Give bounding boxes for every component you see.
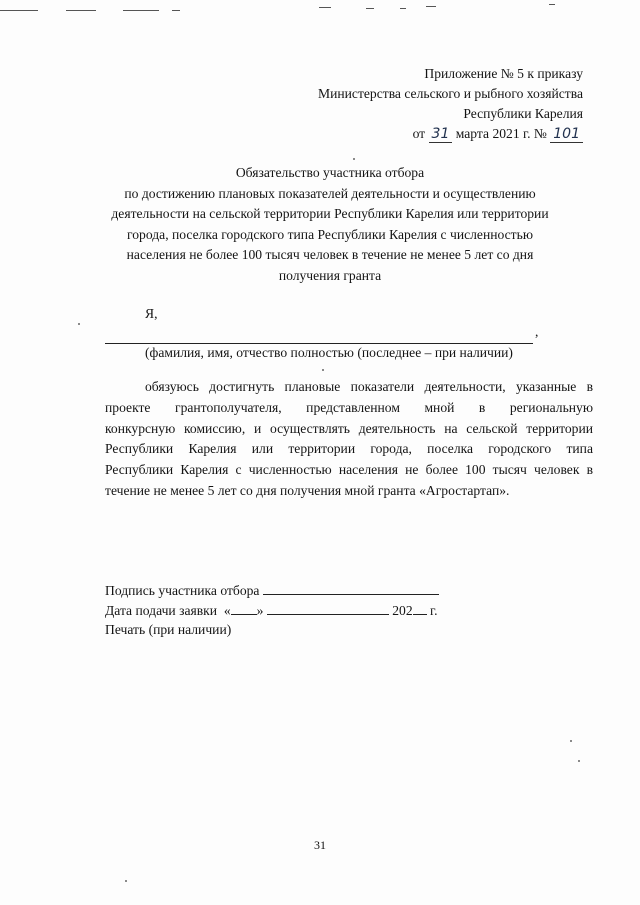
title-line: города, поселка городского типа Республики Карелия с численностью bbox=[127, 226, 533, 242]
handwritten-order-number: 101 bbox=[550, 127, 583, 143]
date-open-quote: « bbox=[223, 602, 231, 618]
scan-artifact bbox=[549, 4, 555, 5]
date-prefix: от bbox=[412, 126, 426, 141]
day-field[interactable] bbox=[231, 602, 257, 615]
scan-speck bbox=[78, 323, 80, 325]
signature-field[interactable] bbox=[263, 582, 439, 595]
stamp-label: Печать (при наличии) bbox=[105, 622, 232, 637]
scan-artifact bbox=[319, 7, 331, 8]
signature-row bbox=[105, 581, 439, 601]
full-name-hint: (фамилия, имя, отчество полностью (последнее – при наличии) bbox=[145, 345, 513, 360]
title-line: населения не более 100 тысяч человек в течение не менее 5 лет со дня bbox=[126, 247, 534, 263]
scan-artifact bbox=[400, 8, 406, 9]
scan-artifact bbox=[366, 8, 374, 9]
appendix-line-3: Республики Карелия bbox=[463, 106, 583, 121]
scan-speck bbox=[125, 880, 127, 882]
full-name-field[interactable] bbox=[105, 329, 533, 344]
paragraph-line: течение не менее 5 лет со дня получения мной гранта «Агростартап». bbox=[105, 482, 510, 498]
title-line: получения гранта bbox=[278, 267, 382, 283]
title-line: деятельности на сельской территории Республики Карелия или территории bbox=[111, 206, 549, 222]
paragraph-line: Республики Карелия или территории города, поселка городского типа bbox=[105, 441, 593, 457]
document-title bbox=[90, 163, 570, 287]
signature-label: Подпись участника отбора bbox=[105, 583, 260, 598]
declarant-pronoun: Я, bbox=[145, 306, 158, 321]
date-row bbox=[105, 601, 439, 621]
paragraph-line: проекте грантополучателя, представленном мной в региональную bbox=[105, 399, 593, 415]
scan-artifact bbox=[123, 10, 159, 11]
title-line: Обязательство участника отбора bbox=[235, 165, 425, 180]
scan-speck bbox=[570, 740, 572, 742]
date-middle: марта 2021 г. № bbox=[455, 126, 547, 141]
scan-artifact bbox=[172, 10, 180, 11]
month-field[interactable] bbox=[267, 602, 389, 615]
page-number: 31 bbox=[314, 838, 326, 852]
year-field[interactable] bbox=[413, 602, 427, 615]
scan-artifact bbox=[66, 10, 96, 11]
date-label: Дата подачи заявки bbox=[105, 602, 218, 618]
obligation-paragraph bbox=[105, 377, 593, 502]
scan-artifact bbox=[0, 10, 38, 11]
scan-artifact bbox=[426, 6, 436, 7]
title-line: по достижению плановых показателей деятельности и осуществлению bbox=[124, 185, 536, 201]
appendix-header bbox=[318, 64, 583, 144]
handwritten-day: 31 bbox=[429, 127, 453, 143]
paragraph-line: конкурсную комиссию, и осуществлять деятельность на сельской территории bbox=[105, 420, 593, 436]
signature-block bbox=[105, 581, 439, 640]
full-name-comma: , bbox=[535, 324, 539, 339]
paragraph-line: Республики Карелия с численностью населения не более 100 тысяч человек в bbox=[105, 462, 593, 478]
year-suffix: г. bbox=[430, 602, 438, 618]
appendix-line-1: Приложение № 5 к приказу bbox=[424, 66, 583, 81]
scan-speck bbox=[322, 369, 324, 371]
appendix-date-line bbox=[318, 124, 583, 144]
paragraph-line: обязуюсь достигнуть плановые показатели деятельности, указанные в bbox=[145, 379, 593, 394]
scan-speck bbox=[578, 760, 580, 762]
appendix-line-2: Министерства сельского и рыбного хозяйства bbox=[318, 86, 583, 101]
date-close-quote: » bbox=[256, 602, 264, 618]
year-prefix: 202 bbox=[392, 602, 413, 618]
scan-speck bbox=[353, 158, 355, 160]
